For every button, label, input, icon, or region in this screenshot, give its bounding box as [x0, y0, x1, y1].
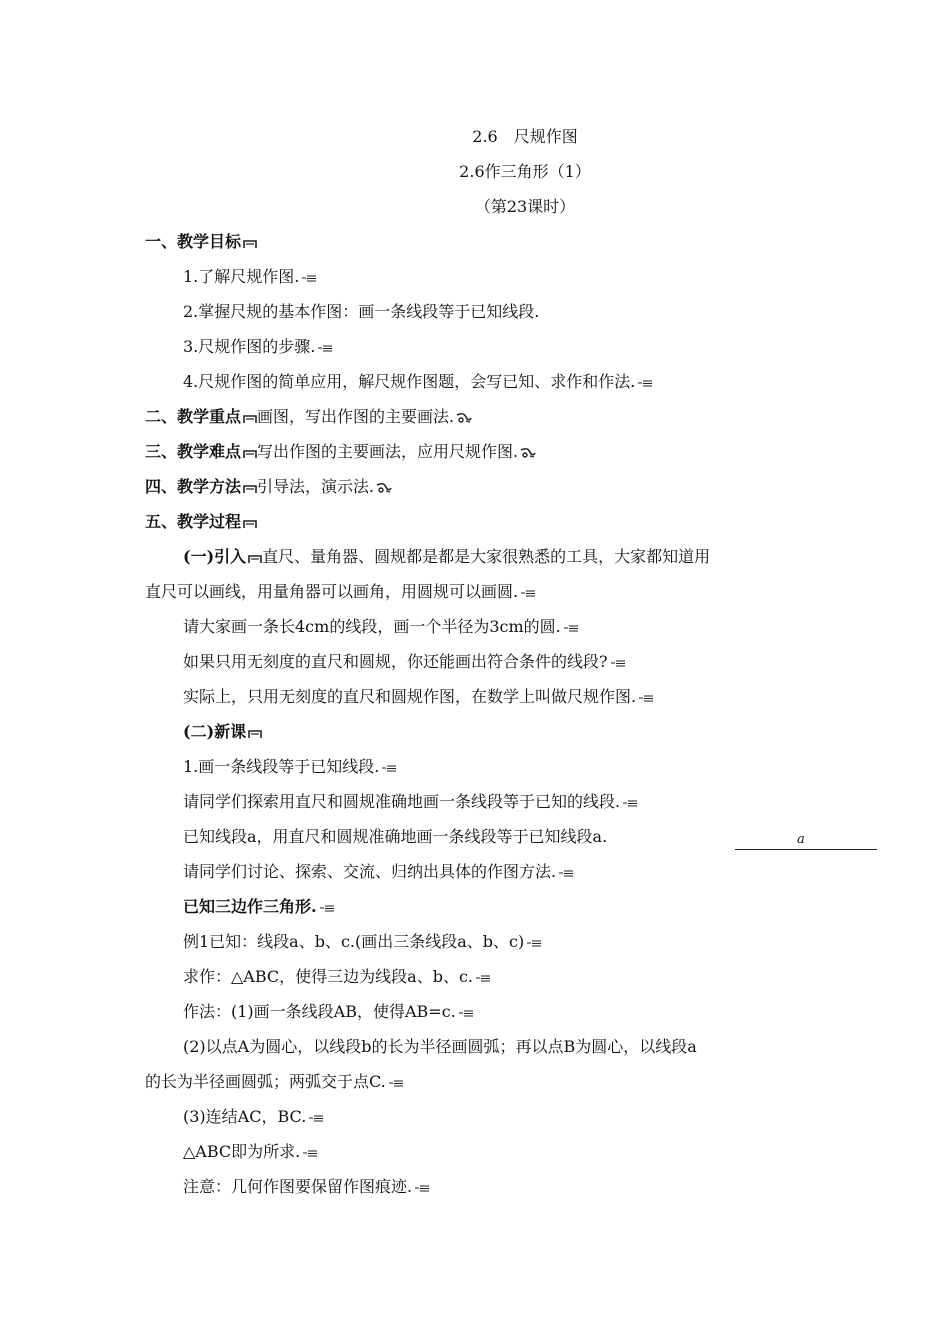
objective-item: 4.尺规作图的简单应用，解尺规作图题，会写已知、求作和作法.: [183, 372, 863, 392]
lesson-number: （第23课时）: [474, 197, 576, 216]
line-break-icon: [638, 692, 654, 704]
line-break-icon: [317, 342, 333, 354]
line-break-icon: [301, 272, 317, 284]
objective-item: 2.掌握尺规的基本作图：画一条线段等于已知线段.: [183, 302, 540, 321]
newlesson-line: 请同学们探索用直尺和圆规准确地画一条线段等于已知的线段.: [183, 792, 863, 812]
triangle-step2-cont: 的长为半径画圆弧；两弧交于点C.: [145, 1072, 825, 1092]
section-text: 写出作图的主要画法，应用尺规作图.: [257, 442, 519, 461]
objective-item: 3.尺规作图的步骤.: [183, 337, 863, 357]
paragraph-mark-icon: [243, 412, 257, 424]
line-break-icon: [520, 587, 536, 599]
paragraph-mark-icon: [243, 447, 257, 459]
page-title: 2.6 尺规作图: [472, 127, 578, 146]
line-break-icon: [558, 867, 574, 879]
intro-paragraph-cont: 直尺可以画线，用量角器可以画角，用圆规可以画圆.: [145, 582, 825, 602]
line-break-icon: [610, 657, 626, 669]
section-methods: [145, 477, 825, 497]
section-heading: 四、教学方法: [145, 477, 242, 496]
newlesson-line: 请同学们讨论、探索、交流、归纳出具体的作图方法.: [183, 862, 863, 882]
intro-line: 请大家画一条长4cm的线段，画一个半径为3cm的圆.: [183, 617, 863, 637]
anchor-mark-icon: [456, 412, 472, 424]
line-break-icon: [563, 622, 579, 634]
segment-label: a: [797, 832, 805, 847]
line-break-icon: [388, 1077, 404, 1089]
paragraph-mark-icon: [243, 482, 257, 494]
section-process: [145, 512, 825, 532]
section-objectives: [145, 232, 825, 252]
line-break-icon: [475, 972, 491, 984]
section-heading: 三、教学难点: [145, 442, 242, 461]
intro-line: 如果只用无刻度的直尺和圆规，你还能画出符合条件的线段?: [183, 652, 863, 672]
line-break-icon: [302, 1147, 318, 1159]
line-break-icon: [458, 1007, 474, 1019]
line-break-icon: [308, 1112, 324, 1124]
paragraph-mark-icon: [248, 727, 262, 739]
triangle-heading: 已知三边作三角形.: [183, 897, 863, 917]
triangle-line: 作法：(1)画一条线段AB，使得AB=c.: [183, 1002, 863, 1022]
line-break-icon: [622, 797, 638, 809]
line-break-icon: [381, 762, 397, 774]
triangle-step3: (3)连结AC，BC.: [183, 1107, 863, 1127]
newlesson-heading: (二)新课: [183, 722, 863, 742]
line-break-icon: [414, 1182, 430, 1194]
paragraph-mark-icon: [248, 552, 262, 564]
section-text: 画图，写出作图的主要画法.: [257, 407, 455, 426]
paragraph-mark-icon: [243, 517, 257, 529]
section-key-points: [145, 407, 825, 427]
section-heading: 一、教学目标: [145, 232, 242, 251]
triangle-line: 例1已知：线段a、b、c.(画出三条线段a、b、c): [183, 932, 863, 952]
triangle-step2: (2)以点A为圆心，以线段b的长为半径画圆弧；再以点B为圆心，以线段a: [183, 1037, 697, 1056]
newlesson-line: 1.画一条线段等于已知线段.: [183, 757, 863, 777]
segment-a-figure: [735, 832, 877, 850]
section-heading: 二、教学重点: [145, 407, 242, 426]
line-break-icon: [526, 937, 542, 949]
newlesson-line: 已知线段a，用直尺和圆规准确地画一条线段等于已知线段a.: [183, 827, 608, 846]
objective-item: 1.了解尺规作图.: [183, 267, 863, 287]
section-text: 引导法，演示法.: [257, 477, 375, 496]
triangle-result: △ABC即为所求.: [183, 1142, 863, 1162]
line-break-icon: [319, 902, 335, 914]
anchor-mark-icon: [376, 482, 392, 494]
intro-line: 实际上，只用无刻度的直尺和圆规作图，在数学上叫做尺规作图.: [183, 687, 863, 707]
page-subtitle: 2.6作三角形（1）: [459, 162, 591, 181]
paragraph-mark-icon: [243, 237, 257, 249]
intro-paragraph: (一)引入 直尺、量角器、圆规都是都是大家很熟悉的工具，大家都知道用: [183, 547, 711, 566]
segment-line: [735, 849, 877, 850]
section-difficulties: [145, 442, 825, 462]
triangle-note: 注意：几何作图要保留作图痕迹.: [183, 1177, 863, 1197]
line-break-icon: [637, 377, 653, 389]
anchor-mark-icon: [520, 447, 536, 459]
subsection-heading: (一)引入: [183, 547, 247, 566]
triangle-line: 求作：△ABC，使得三边为线段a、b、c.: [183, 967, 863, 987]
section-heading: 五、教学过程: [145, 512, 242, 531]
